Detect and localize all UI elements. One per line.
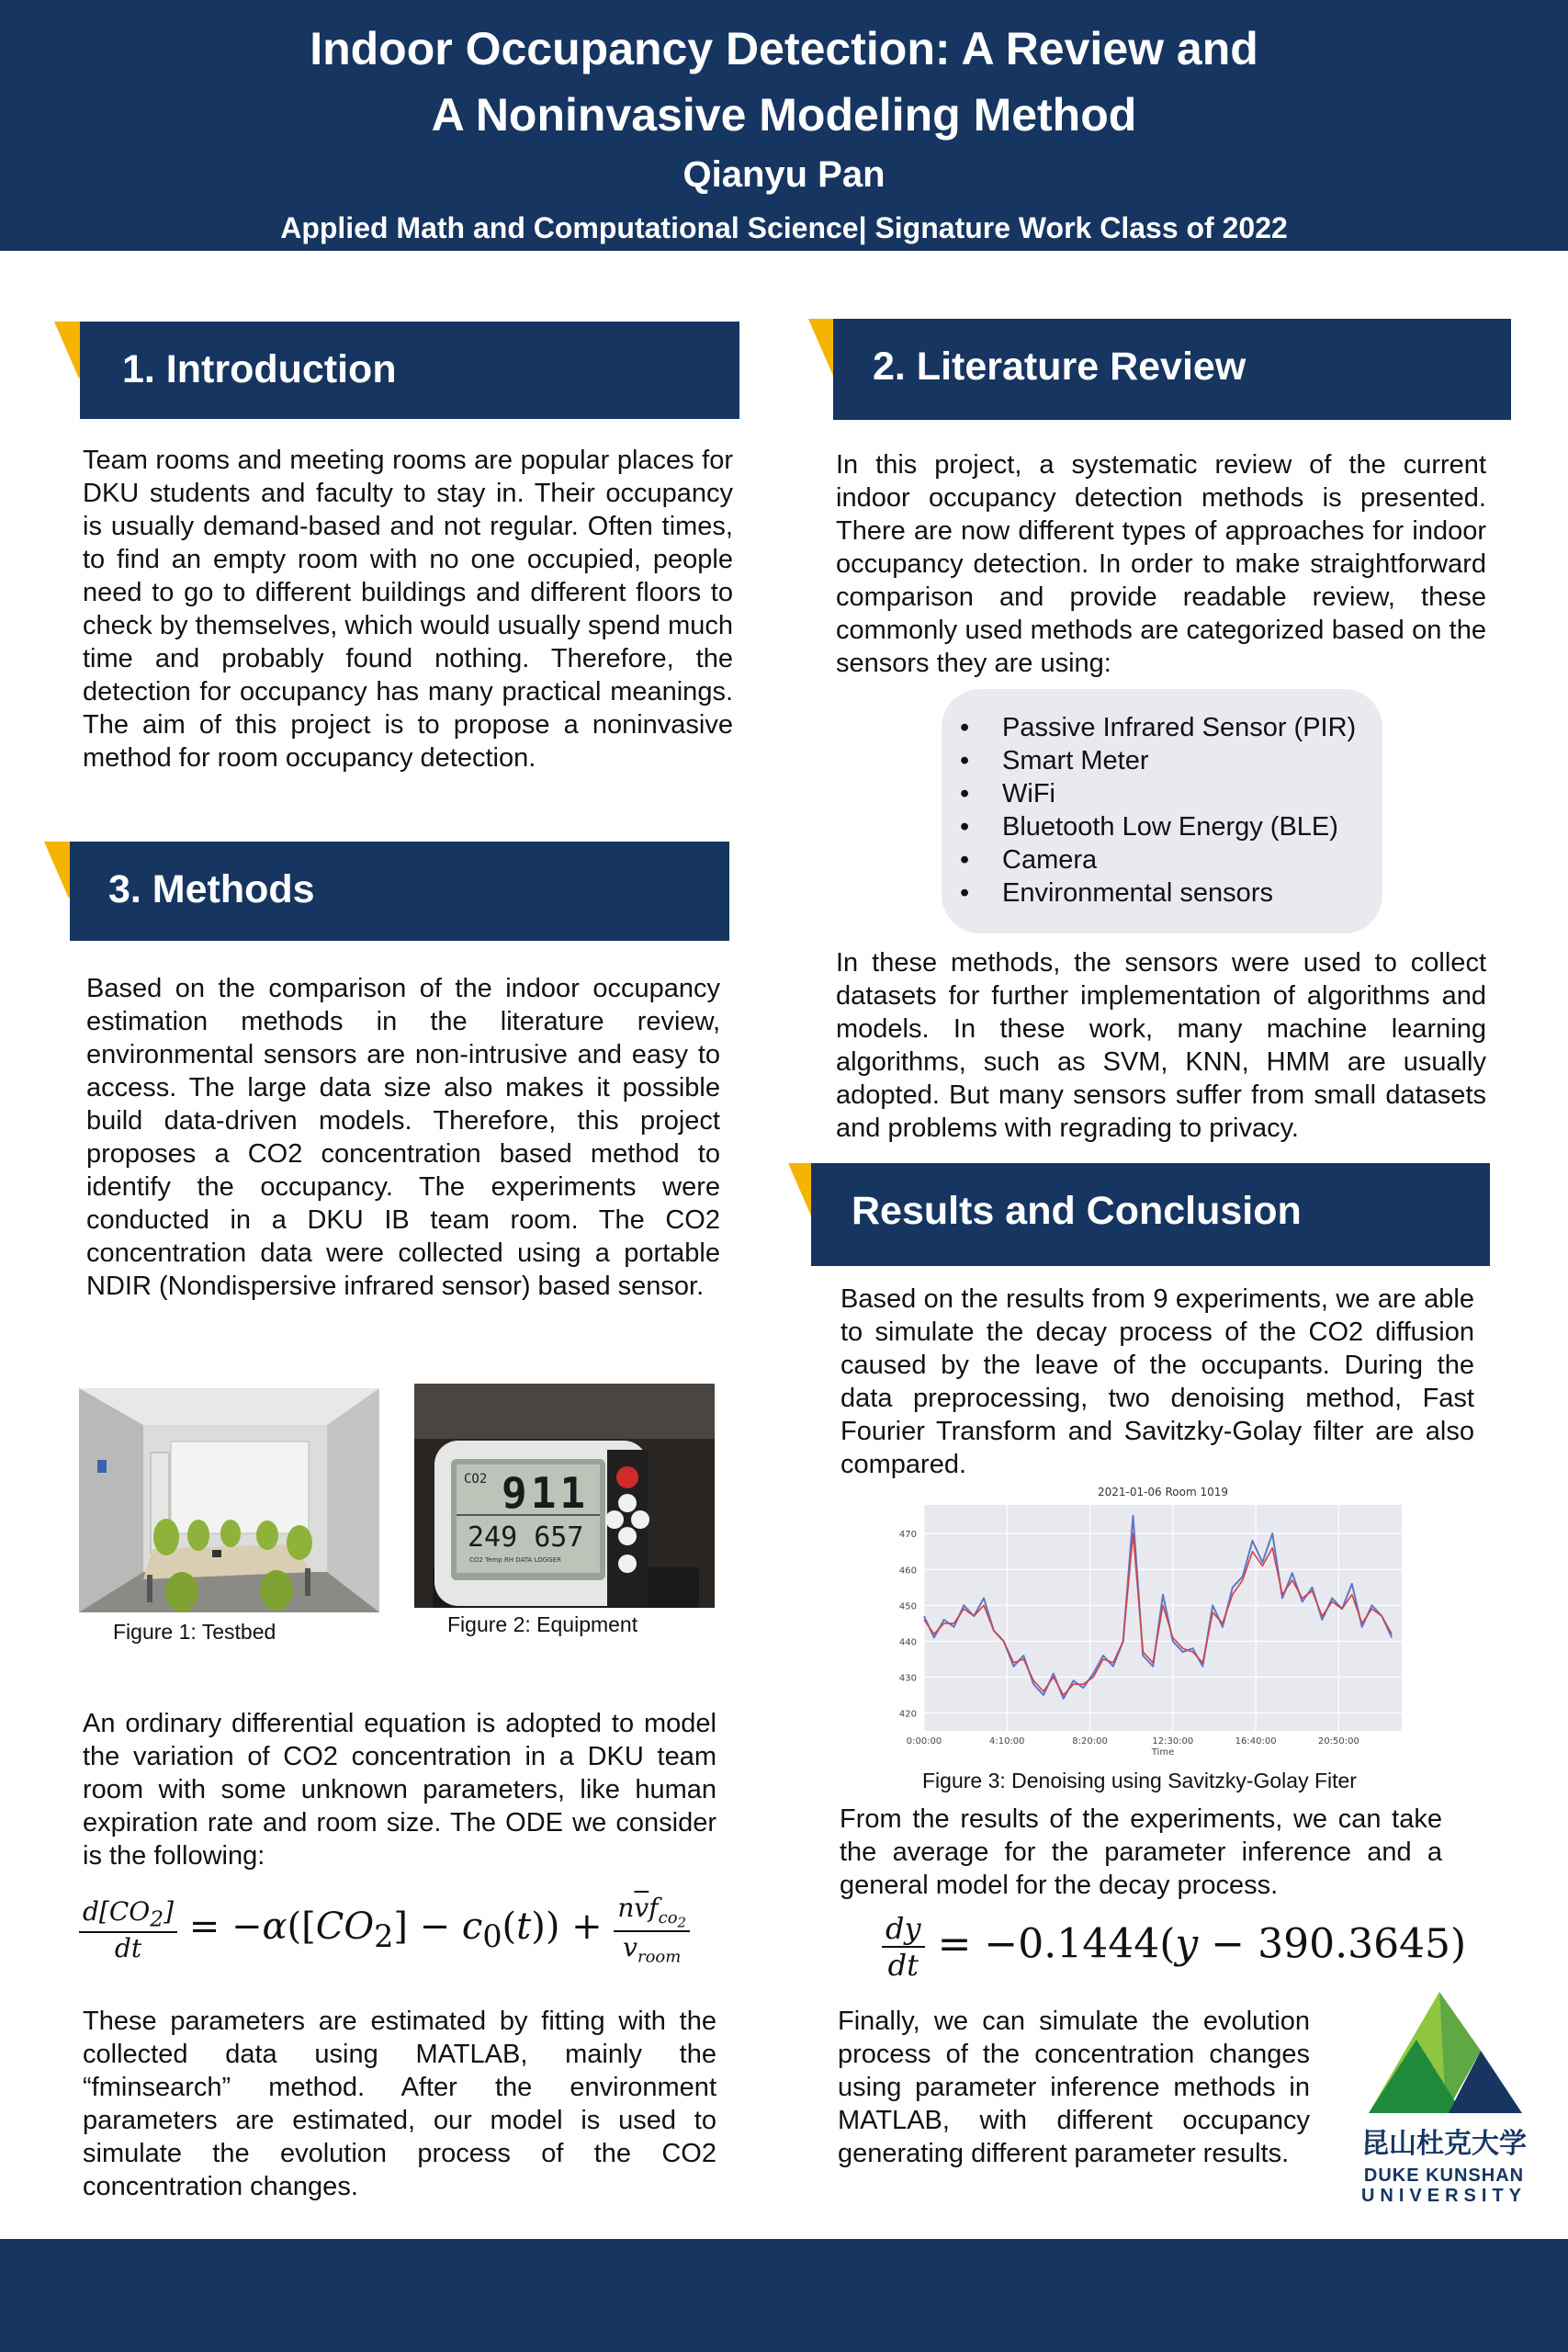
mountain-logo-icon	[1361, 1984, 1527, 2122]
sensor-types-list	[942, 689, 1382, 933]
poster-title-line2: A Noninvasive Modeling Method	[431, 89, 1137, 141]
denoising-chart-svg	[882, 1485, 1415, 1758]
results-text-1: Based on the results from 9 experiments, we are able to simulate the decay process of the CO2 diffusion caused by the leave of the occupants. During the data preprocessing, two denoising method, Fast Fourier Transform and Savitzky-Golay filter are also compared.	[840, 1284, 1474, 1479]
x-tick-label: 4:10:00	[988, 1736, 1025, 1747]
list-item: • Bluetooth Low Energy (BLE)	[960, 810, 1356, 843]
methods-text-3: These parameters are estimated by fitting with the collected data using MATLAB, mainly the “fminsearch” method. After the environment parameters are estimated, our model is used to simulate the evolution process of the CO2 concentration changes.	[83, 2007, 716, 2201]
poster-header	[0, 0, 1568, 251]
results-heading: Results and Conclusion	[852, 1189, 1302, 1233]
denoising-chart	[882, 1485, 1415, 1758]
logo-english-line2: UNIVERSITY	[1360, 2186, 1528, 2206]
methods-text-2: An ordinary differential equation is adopted to model the variation of CO2 concentration in a DKU team room with some unknown parameters, like human expiration rate and room size. The ODE we consider is the following:	[83, 1709, 716, 1871]
list-item: • WiFi	[960, 777, 1356, 810]
list-item: • Environmental sensors	[960, 876, 1356, 910]
logo-chinese-name: 昆山杜克大学	[1361, 2128, 1527, 2160]
literature-text-2: In these methods, the sensors were used to collect datasets for further implementation of algorithms and models. In these work, many machine learning algorithms, such as SVM, KNN, HMM are usually adopted. But many sensors suffer from small datasets and problems with regrading to privacy.	[836, 948, 1486, 1143]
testbed-photo	[79, 1388, 379, 1612]
chart-plot-area	[924, 1505, 1402, 1731]
list-item: • Camera	[960, 843, 1356, 876]
x-tick-label: 8:20:00	[1072, 1736, 1108, 1747]
chart-title: 2021-01-06 Room 1019	[1097, 1486, 1229, 1498]
introduction-heading-bar	[80, 322, 739, 419]
author-name: Qianyu Pan	[682, 154, 886, 195]
testbed-illustration	[79, 1388, 379, 1612]
figure2-caption: Figure 2: Equipment	[447, 1612, 638, 1636]
logo-english-line1: DUKE KUNSHAN	[1363, 2165, 1525, 2186]
y-tick-label: 430	[898, 1673, 917, 1684]
methods-heading: 3. Methods	[108, 867, 315, 911]
sensor-co2-label: CO2	[464, 1472, 488, 1487]
y-tick-label: 460	[898, 1566, 917, 1577]
literature-heading: 2. Literature Review	[873, 345, 1247, 389]
equipment-photo	[414, 1384, 715, 1608]
results-text-3: Finally, we can simulate the evolution process of the concentration changes using parameter inference methods in MATLAB, with different occupancy generating different parameter results.	[838, 2007, 1310, 2168]
x-tick-label: 12:30:00	[1152, 1736, 1194, 1747]
x-tick-label: 20:50:00	[1317, 1736, 1359, 1747]
y-tick-label: 440	[898, 1637, 917, 1648]
x-tick-label: 16:40:00	[1235, 1736, 1277, 1747]
sensor-reading-co2: 911	[502, 1468, 590, 1518]
list-item: • Passive Infrared Sensor (PIR)	[960, 711, 1356, 744]
methods-heading-bar	[70, 842, 729, 941]
poster-footer	[0, 2239, 1568, 2352]
introduction-text: Team rooms and meeting rooms are popular places for DKU students and faculty to stay in. Their occupancy is usually demand-based and not regular. Often times, to find an empty room with no one occupied, people need to go to different buildings and different floors to check by themselves, which would usually spend much time and probably found nothing. Therefore, the detection for occupancy has many practical meanings. The aim of this project is to propose a noninvasive method for room occupancy detection.	[83, 446, 733, 773]
ode-equation: $\frac{d[CO_2]}{dt}$ = $-\alpha([CO_2] - c_0(t))$ + $\frac{n\overline{v}f_{co_2}}{v_{room}}$	[79, 1893, 690, 1967]
decay-equation: $\frac{dy}{dt}$ = −0.1444(y − 390.3645)	[882, 1911, 1466, 1983]
results-text-2: From the results of the experiments, we can take the average for the parameter inference and a general model for the decay process.	[840, 1804, 1442, 1900]
figure3-caption: Figure 3: Denoising using Savitzky-Golay Fiter	[922, 1769, 1357, 1792]
affiliation: Applied Math and Computational Science| Signature Work Class of 2022	[280, 211, 1288, 244]
poster-title-line1: Indoor Occupancy Detection: A Review and	[310, 23, 1258, 74]
figure1-caption: Figure 1: Testbed	[113, 1620, 276, 1644]
results-heading-bar	[811, 1163, 1490, 1266]
introduction-heading: 1. Introduction	[122, 347, 397, 391]
y-tick-label: 450	[898, 1601, 917, 1612]
x-tick-label: 0:00:00	[906, 1736, 942, 1747]
y-tick-label: 470	[898, 1530, 917, 1541]
x-axis-label: Time	[1151, 1747, 1175, 1758]
list-item: • Smart Meter	[960, 744, 1356, 777]
literature-heading-bar	[833, 319, 1511, 420]
sensor-brand-label: CO2 Temp RH DATA LOGGER	[469, 1556, 561, 1564]
literature-text-1: In this project, a systematic review of the current indoor occupancy detection methods is presented. There are now different types of approaches for indoor occupancy detection. In order to make straightforward comparison and provide readable review, these commonly used methods are categorized based on the sensors they are using:	[836, 450, 1486, 678]
sensor-reading-temp-rh: 249 657	[468, 1521, 584, 1554]
methods-text-1: Based on the comparison of the indoor occupancy estimation methods in the literature review, environmental sensors are non-intrusive and easy to access. The large data size also makes it possible build data-driven models. Therefore, this project proposes a CO2 concentration based method to identify the occupancy. The experiments were conducted in a DKU IB team room. The CO2 concentration data were collected using a portable NDIR (Nondispersive infrared sensor) based sensor.	[86, 974, 720, 1301]
y-tick-label: 420	[898, 1709, 917, 1720]
